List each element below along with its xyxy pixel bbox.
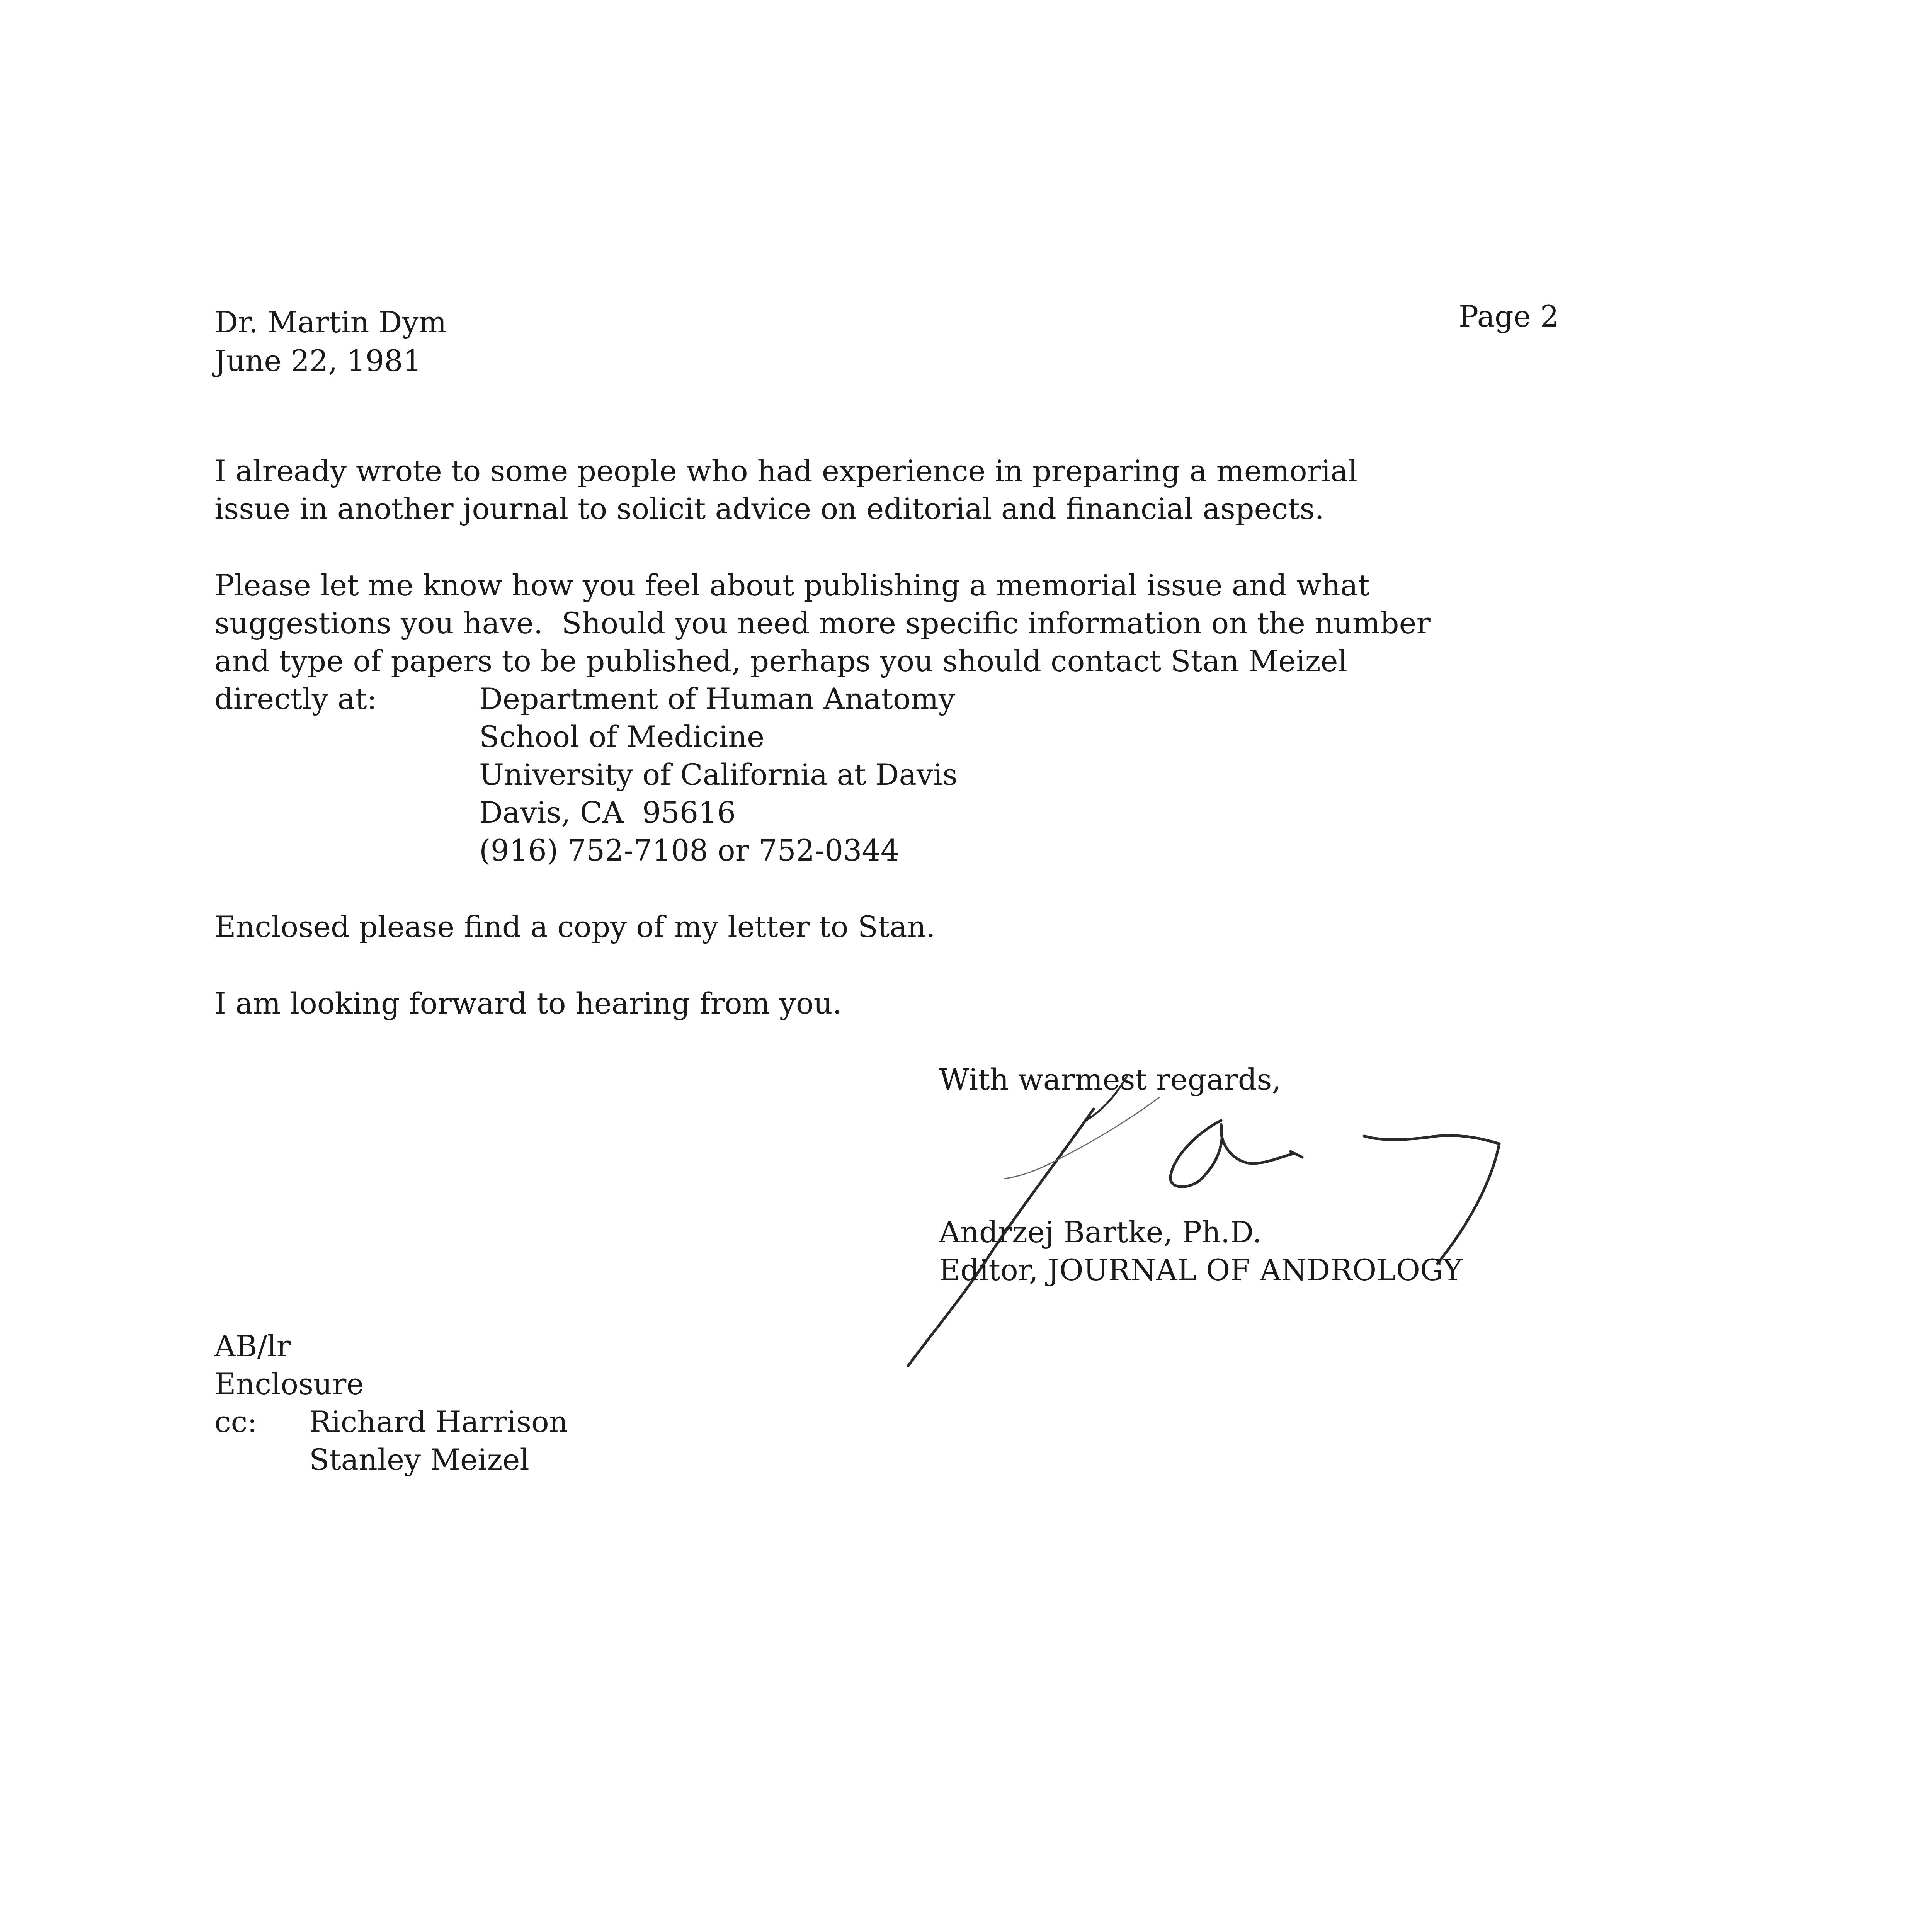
directly-at-label: directly at: [214, 682, 377, 716]
address-line-city: Davis, CA 95616 [479, 795, 736, 830]
paragraph-2-line-2: suggestions you have. Should you need more specific information on the number [214, 606, 1431, 640]
paragraph-1-line-2: issue in another journal to solicit advice on editorial and financial aspects. [214, 492, 1324, 526]
cc-label: cc: [214, 1405, 257, 1439]
paragraph-1-line-1: I already wrote to some people who had experience in preparing a memorial [214, 454, 1357, 488]
paragraph-2-line-3: and type of papers to be published, perhaps you should contact Stan Meizel [214, 644, 1347, 678]
cc-recipient-2: Stanley Meizel [309, 1442, 529, 1477]
letter-date: June 22, 1981 [214, 344, 422, 378]
enclosure-note: Enclosure [214, 1367, 364, 1401]
address-line-phone: (916) 752-7108 or 752-0344 [479, 833, 900, 867]
typist-initials: AB/lr [214, 1329, 291, 1363]
paragraph-3: Enclosed please find a copy of my letter to Stan. [214, 910, 936, 944]
address-line-school: School of Medicine [479, 719, 765, 754]
signer-name: Andrzej Bartke, Ph.D. [939, 1215, 1262, 1249]
signer-title: Editor, JOURNAL OF ANDROLOGY [939, 1253, 1463, 1287]
addressee: Dr. Martin Dym [214, 305, 447, 339]
paragraph-2-line-1: Please let me know how you feel about publishing a memorial issue and what [214, 568, 1370, 602]
address-line-department: Department of Human Anatomy [479, 682, 955, 716]
address-line-university: University of California at Davis [479, 757, 958, 792]
cc-recipient-1: Richard Harrison [309, 1405, 568, 1439]
page-number: Page 2 [1459, 299, 1559, 333]
closing-salutation: With warmest regards, [939, 1062, 1281, 1097]
paragraph-4: I am looking forward to hearing from you. [214, 986, 842, 1020]
